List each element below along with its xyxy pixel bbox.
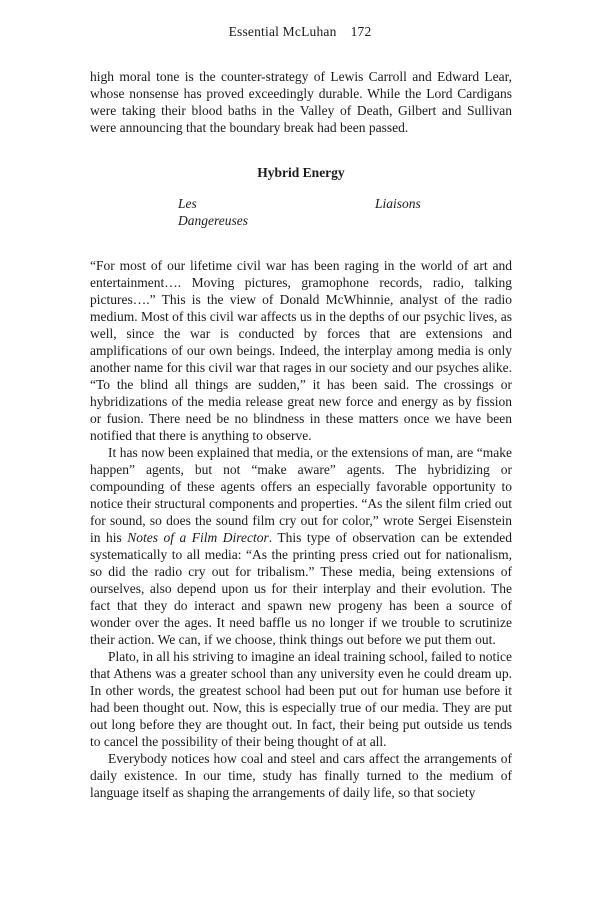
book-reference-italic: Notes of a Film Director [127, 530, 269, 545]
cited-work-word-liaisons: Liaisons [375, 196, 421, 211]
paragraph-hybridizing-text-2: . This type of observation can be extended systematically to all media: “As the printing press cried out for nationalism, so did the radio cry out for tribalism.” These media, being extensions of ourselves, also depend upon us for their interplay and their evolution. The fact that they do interact and spawn new progeny has been a source of wonder over the ages. It need baffle us no longer if we trouble to scrutinize their action. We can, if we choose, think things out before we put them out. [90, 530, 512, 647]
cited-work-line1 [178, 195, 512, 212]
page-number: 172 [350, 24, 372, 39]
page-body [90, 68, 512, 801]
paragraph-civil-war: “For most of our lifetime civil war has been raging in the world of art and entertainment…. Moving pictures, gramophone records, radio, talking pictures….” This is the view of Donald McWhinnie, analyst of the radio medium. Most of this civil war affects us in the depths of our psychic lives, as well, since the war is conducted by forces that are extensions and amplifications of our own beings. Indeed, the interplay among media is only another name for this civil war that rages in our society and our psyches alike. “To the blind all things are sudden,” it has been said. The crossings or hybridizations of the media release great new force and energy as by fission or fusion. There need be no blindness in these matters once we have been notified that there is anything to observe. [90, 258, 512, 443]
cited-work-line2: Dangereuses [178, 213, 248, 228]
cited-work-title [90, 195, 512, 229]
section-heading: Hybrid Energy [257, 165, 345, 180]
paragraph-plato: Plato, in all his striving to imagine an ideal training school, failed to notice that Athens was a greater school than any university even he could dream up. In other words, the greatest school had been put out for human use before it had been thought out. Now, this is especially true of our media. They are put out long before they are thought out. In fact, their being put outside us tends to cancel the possibility of their being thought of at all. [90, 649, 512, 749]
paragraph-coal-steel: Everybody notices how coal and steel and cars affect the arrangements of daily existence. In our time, study has finally turned to the medium of language itself as shaping the arrangements of daily life, so that society [90, 751, 512, 800]
book-title: Essential McLuhan [228, 24, 337, 39]
paragraph-hybridizing [90, 444, 512, 648]
paragraph-continuation: high moral tone is the counter-strategy of Lewis Carroll and Edward Lear, whose nonsense has proved exceedingly durable. While the Lord Cardigans were taking their blood baths in the Valley of Death, Gilbert and Sullivan were announcing that the boundary break had been passed. [90, 69, 512, 135]
cited-work-word-les: Les [178, 196, 197, 211]
paragraph-hybridizing-text-1: It has now been explained that media, or the extensions of man, are “make happen” agents, but not “make aware” agents. The hybridizing or compounding of these agents offers an especially favorable opportunity to notice their structural components and properties. “As the silent film cried out for sound, so does the sound film cry out for color,” wrote Sergei Eisenstein in his [90, 445, 512, 545]
running-header [0, 0, 600, 40]
